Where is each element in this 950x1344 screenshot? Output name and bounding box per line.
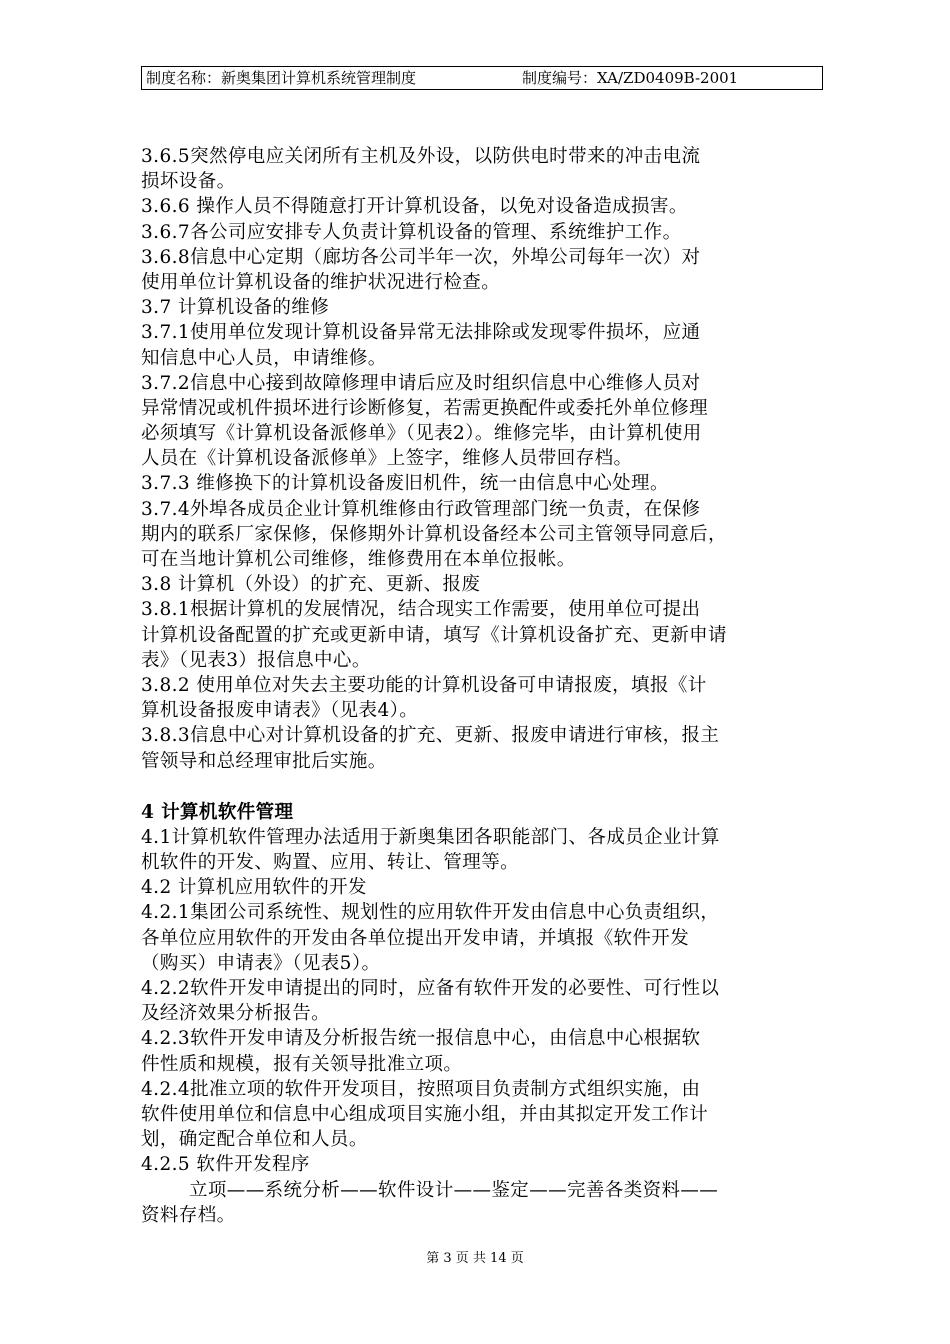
document-header	[141, 66, 823, 90]
text-line: 4.2.3软件开发申请及分析报告统一报信息中心，由信息中心根据软	[141, 1028, 701, 1050]
text-line: 3.6.7各公司应安排专人负责计算机设备的管理、系统维护工作。	[141, 221, 682, 243]
text-line: 算机设备报废申请表》（见表4）。	[141, 700, 419, 722]
text-line: 及经济效果分析报告。	[141, 1003, 331, 1025]
text-line: 3.7.2信息中心接到故障修理申请后应及时组织信息中心维修人员对	[141, 372, 701, 394]
text-line: 期内的联系厂家保修，保修期外计算机设备经本公司主管领导同意后，	[141, 523, 727, 545]
text-line: 划，确定配合单位和人员。	[141, 1129, 368, 1151]
subsection-title: 3.8 计算机（外设）的扩充、更新、报废	[141, 574, 481, 596]
subsection-title: 4.2 计算机应用软件的开发	[141, 877, 367, 899]
text-line: 4.1计算机软件管理办法适用于新奥集团各职能部门、各成员企业计算	[141, 826, 720, 848]
page-number: 第 3 页 共 14 页	[426, 1251, 524, 1266]
text-line: 必须填写《计算机设备派修单》（见表2）。维修完毕，由计算机使用	[141, 423, 702, 445]
procedure-steps: 立项——系统分析——软件设计——鉴定——完善各类资料——	[189, 1179, 719, 1201]
text-line: 3.6.5突然停电应关闭所有主机及外设，以防供电时带来的冲击电流	[141, 146, 701, 167]
text-line: 件性质和规模，报有关领导批准立项。	[141, 1053, 463, 1075]
procedure-steps-continued: 资料存档。	[141, 1204, 236, 1226]
text-line: 4.2.2软件开发申请提出的同时，应备有软件开发的必要性、可行性以	[141, 978, 720, 999]
text-line: 人员在《计算机设备派修单》上签字，维修人员带回存档。	[141, 448, 633, 470]
text-line: 3.8.1根据计算机的发展情况，结合现实工作需要，使用单位可提出	[141, 599, 701, 621]
text-line: 3.7.1使用单位发现计算机设备异常无法排除或发现零件损坏，应通	[141, 322, 701, 344]
text-line: 各单位应用软件的开发由各单位提出开发申请，并填报《软件开发	[141, 927, 690, 949]
regulation-code: 制度编号：XA/ZD0409B-2001	[522, 69, 739, 87]
document-body	[141, 144, 831, 1228]
text-line: 3.7.4外埠各成员企业计算机维修由行政管理部门统一负责，在保修	[141, 498, 701, 520]
regulation-name: 制度名称：新奥集团计算机系统管理制度	[146, 69, 417, 87]
text-line: 3.6.6 操作人员不得随意打开计算机设备，以免对设备造成损害。	[141, 196, 688, 218]
text-line: 3.6.8信息中心定期（廊坊各公司半年一次，外埠公司每年一次）对	[141, 246, 701, 268]
text-line: 异常情况或机件损坏进行诊断修复，若需更换配件或委托外单位修理	[141, 397, 709, 419]
text-line: 损坏设备。	[141, 171, 236, 193]
text-line: 3.8.2 使用单位对失去主要功能的计算机设备可申请报废，填报《计	[141, 674, 707, 696]
section-heading: 4 计算机软件管理	[141, 801, 294, 823]
text-line: 计算机设备配置的扩充或更新申请，填写《计算机设备扩充、更新申请	[141, 624, 727, 646]
text-line: 使用单位计算机设备的维护状况进行检查。	[141, 271, 501, 293]
text-line: （购买）申请表》（见表5）。	[141, 952, 381, 974]
text-line: 4.2.4批准立项的软件开发项目，按照项目负责制方式组织实施，由	[141, 1078, 701, 1100]
text-line: 4.2.5 软件开发程序	[141, 1154, 310, 1176]
text-line: 管领导和总经理审批后实施。	[141, 750, 387, 772]
text-line: 表》（见表3）报信息中心。	[141, 649, 371, 671]
text-line: 知信息中心人员，申请维修。	[141, 347, 387, 369]
subsection-title: 3.7 计算机设备的维修	[141, 297, 330, 319]
text-line: 软件使用单位和信息中心组成项目实施小组，并由其拟定开发工作计	[141, 1103, 709, 1125]
text-line: 3.8.3信息中心对计算机设备的扩充、更新、报废申请进行审核，报主	[141, 725, 720, 747]
text-line: 4.2.1集团公司系统性、规划性的应用软件开发由信息中心负责组织，	[141, 902, 720, 924]
text-line: 可在当地计算机公司维修，维修费用在本单位报帐。	[141, 549, 576, 570]
text-line: 3.7.3 维修换下的计算机设备废旧机件，统一由信息中心处理。	[141, 473, 669, 495]
text-line: 机软件的开发、购置、应用、转让、管理等。	[141, 852, 520, 874]
